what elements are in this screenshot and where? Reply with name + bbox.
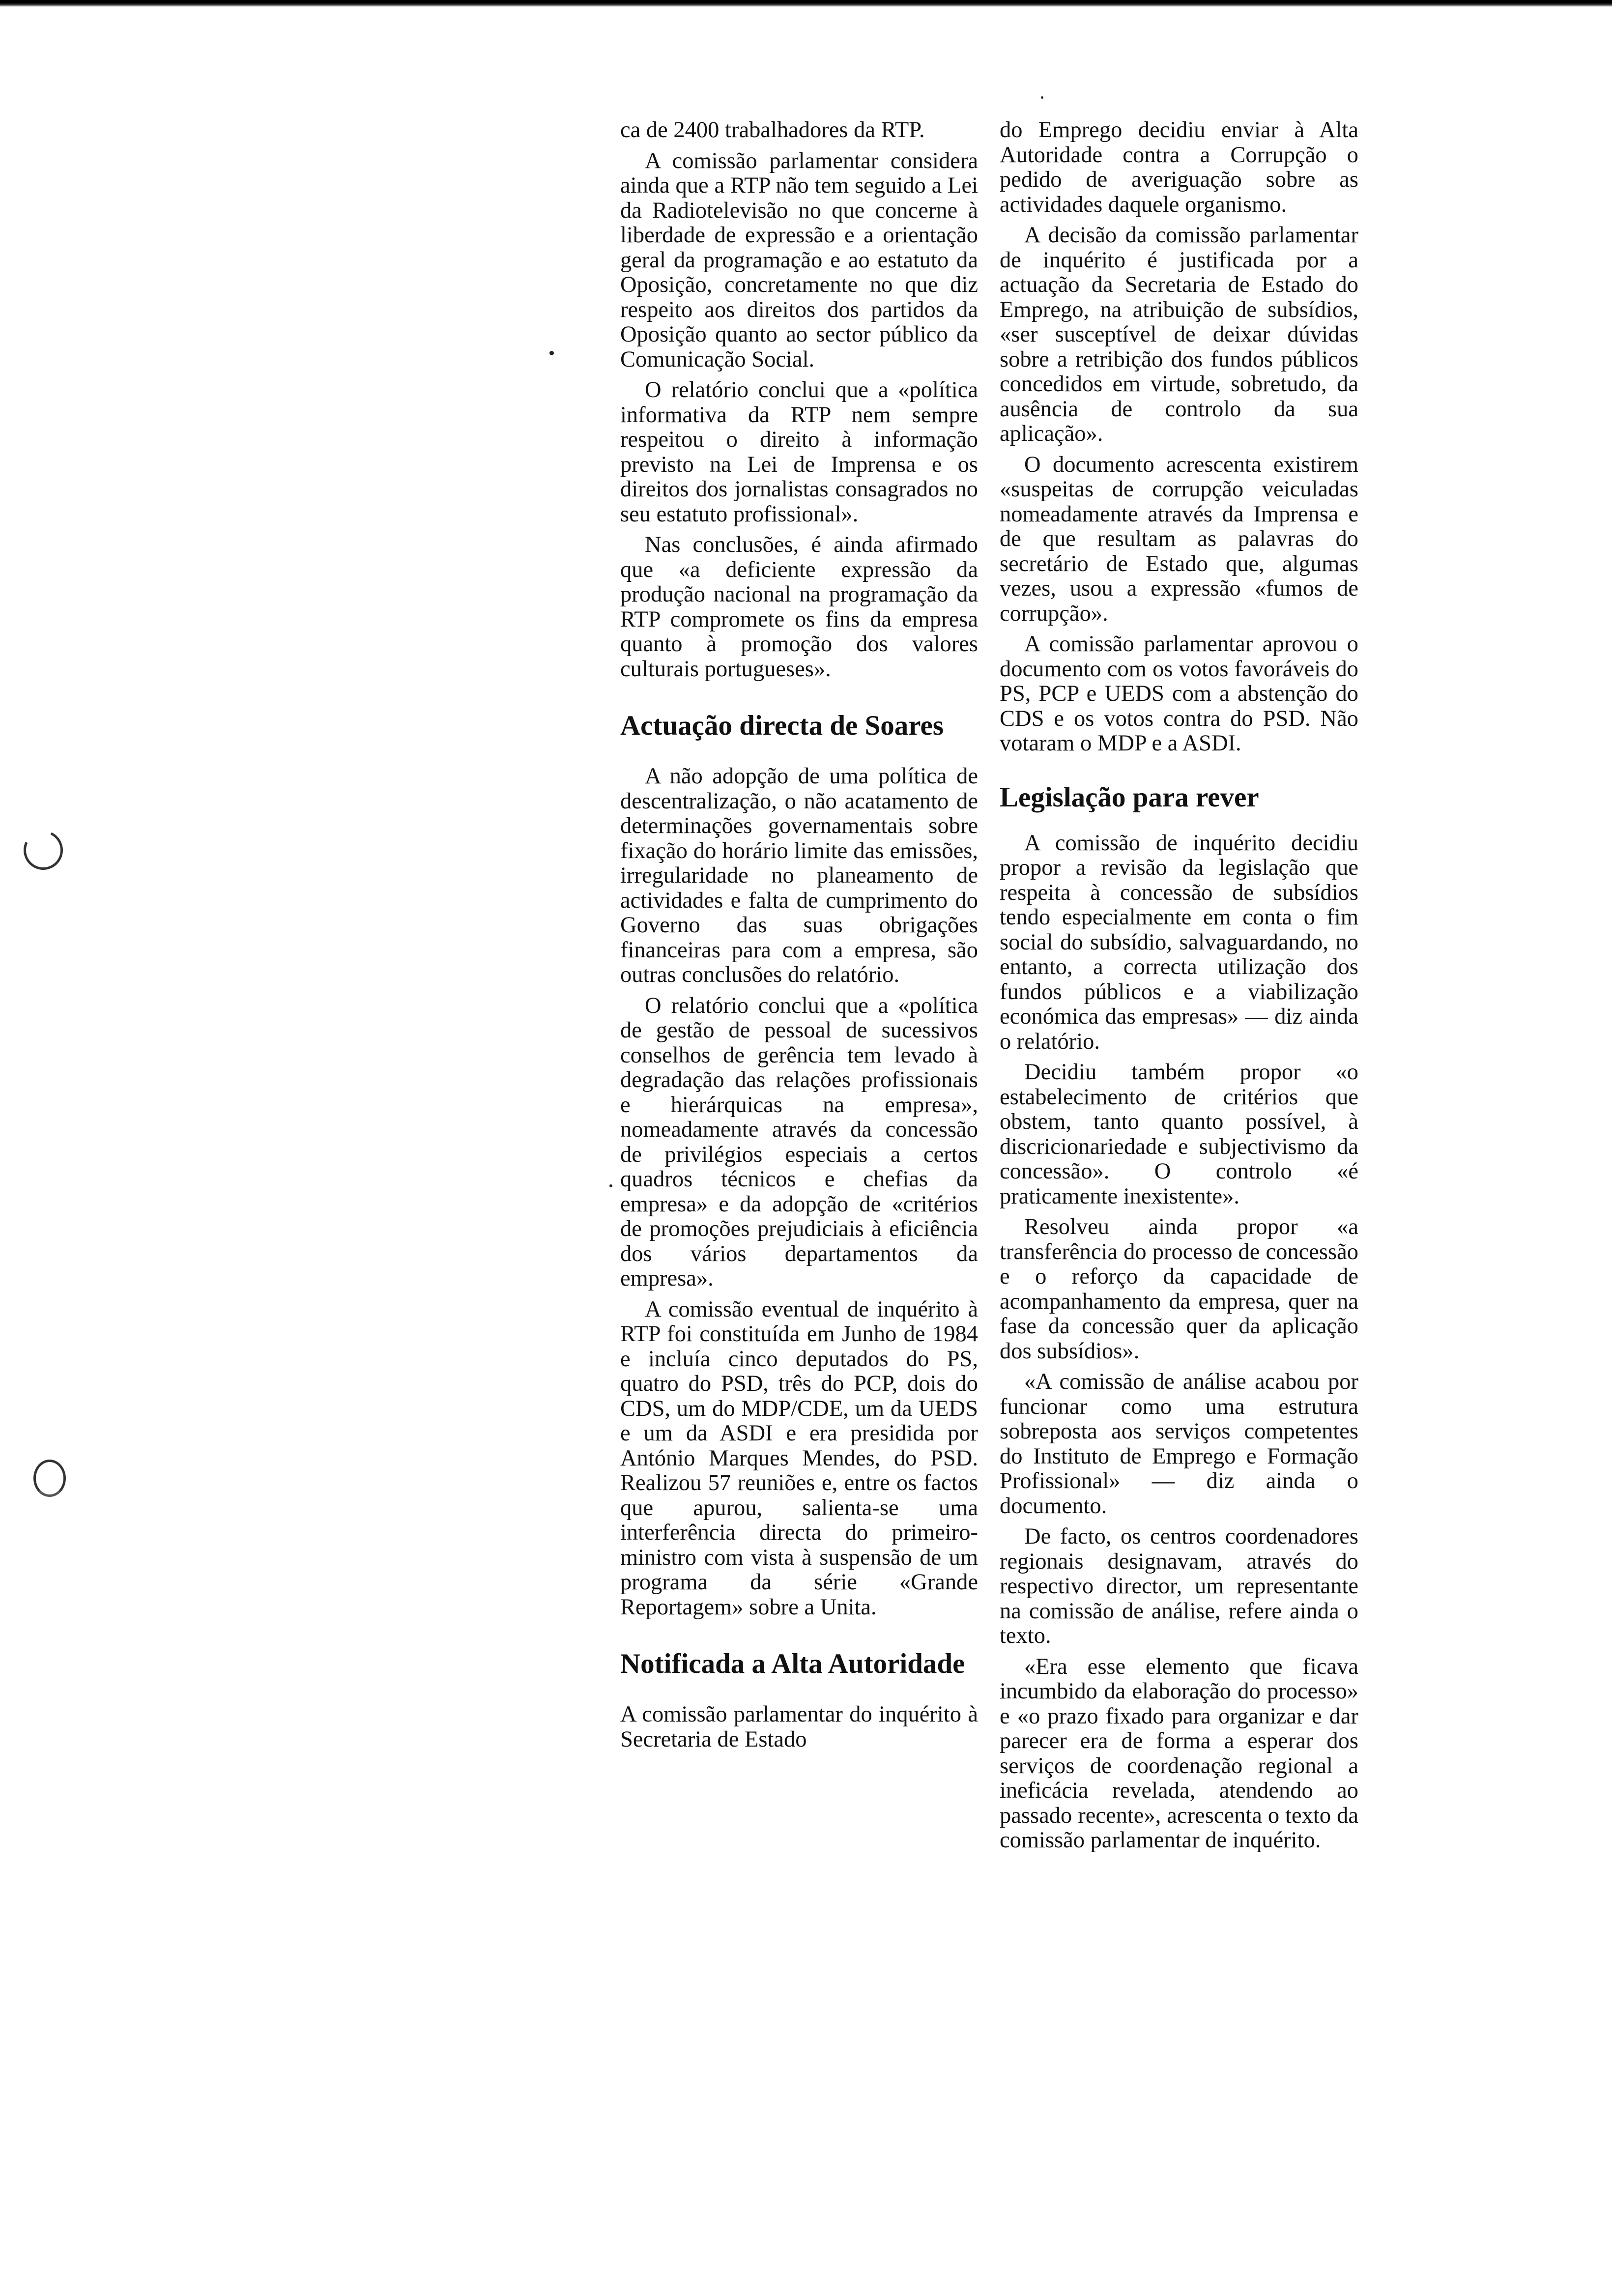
right-paragraph: «Era esse elemento que ficava incumbido da elaboração do processo» e «o prazo fixado para organizar e dar parecer era de forma a esperar dos serviços de coordenação regional a ineficácia revelada, atendendo ao passado recente», acrescenta o texto da comissão parlamentar de inquérito. (1000, 1654, 1358, 1853)
left-paragraph: A não adopção de uma política de descentralização, o não acatamento de determinações governamentais sobre fixação do horário limite das emissões, irregularidade no planeamento de actividades e falta de cumprimento do Governo das suas obrigações financeiras para com a empresa, são outras conclusões do relatório. (620, 764, 978, 987)
right-paragraph: De facto, os centros coordenadores regionais designavam, através do respectivo director, um representante na comissão de análise, refere ainda o texto. (1000, 1524, 1358, 1648)
right-paragraph: Decidiu também propor «o estabelecimento de critérios que obstem, tanto quanto possível, à discricionariedade e subjectivismo da concessão». O controlo «é praticamente inexistente». (1000, 1060, 1358, 1209)
scan-speck (609, 1184, 612, 1187)
subheading-actuacao-directa: Actuação directa de Soares (620, 710, 944, 741)
right-paragraph: do Emprego decidiu enviar à Alta Autoridade contra a Corrupção o pedido de averiguação sobre as actividades daquele organismo. (1000, 117, 1358, 217)
left-paragraph: O relatório conclui que a «política de gestão de pessoal de sucessivos conselhos de gerência tem levado à degradação das relações profissionais e hierárquicas na empresa», nomeadamente através da concessão de privilégios especiais a certos quadros técnicos e chefias da empresa» e da adopção de «critérios de promoções prejudiciais à eficiência dos vários departamentos da empresa». (620, 993, 978, 1291)
left-article-column (620, 118, 978, 1758)
left-paragraph: A comissão eventual de inquérito à RTP foi constituída em Junho de 1984 e incluía cinco deputados do PS, quatro do PSD, três do PCP, dois do CDS, um do MDP/CDE, um da UEDS e um da ASDI e era presidida por António Marques Mendes, do PSD. Realizou 57 reuniões e, entre os factos que apurou, salienta-se uma interferência directa do primeiro-ministro com vista à suspensão de um programa da série «Grande Reportagem» sobre a Unita. (620, 1296, 978, 1620)
right-paragraph: O documento acrescenta existirem «suspeitas de corrupção veiculadas nomeadamente através da Imprensa e de que resultam as palavras do secretário de Estado que, algumas vezes, usou a expressão «fumos de corrupção». (1000, 452, 1358, 626)
binder-hole-mark-upper (18, 825, 69, 876)
page-top-rule (0, 0, 1612, 7)
right-paragraph: A comissão parlamentar aprovou o documento com os votos favoráveis do PS, PCP e UEDS com a abstenção do CDS e os votos contra do PSD. Não votaram o MDP e a ASDI. (1000, 631, 1358, 756)
scan-speck (1041, 96, 1043, 99)
subheading-notificada-alta-autoridade: Notificada a Alta Autoridade (620, 1648, 965, 1679)
left-paragraph: A comissão parlamentar considera ainda que a RTP não tem seguido a Lei da Radiotelevisão no que concerne à liberdade de expressão e a orientação geral da programação e ao estatuto da Oposição, concretamente no que diz respeito aos direitos dos partidos da Oposição quanto ao sector público da Comunicação Social. (620, 148, 978, 372)
right-paragraph: A decisão da comissão parlamentar de inquérito é justificada por a actuação da Secretaria de Estado do Emprego, na atribuição de subsídios, «ser susceptível de deixar dúvidas sobre a retribição dos fundos públicos concedidos em virtude, sobretudo, da ausência de controlo da sua aplicação». (1000, 223, 1358, 446)
right-paragraph: Resolveu ainda propor «a transferência do processo de concessão e o reforço da capacidade de acompanhamento da empresa, quer na fase da concessão quer da aplicação dos subsídios». (1000, 1214, 1358, 1364)
left-paragraph: Nas conclusões, é ainda afirmado que «a deficiente expressão da produção nacional na programação da RTP compromete os fins da empresa quanto à promoção dos valores culturais portugueses». (620, 532, 978, 682)
right-paragraph: A comissão de inquérito decidiu propor a revisão da legislação que respeita à concessão de subsídios tendo especialmente em conta o fim social do subsídio, salvaguardando, no entanto, a correcta utilização dos fundos públicos e a viabilização económica das empresas» — diz ainda o relatório. (1000, 830, 1358, 1054)
left-paragraph: A comissão parlamentar do inquérito à Secretaria de Estado (620, 1702, 978, 1752)
scan-speck (549, 351, 554, 355)
left-paragraph: O relatório conclui que a «política informativa da RTP nem sempre respeitou o direito à informação previsto na Lei de Imprensa e os direitos dos jornalistas consagrados no seu estatuto profissional». (620, 377, 978, 527)
right-article-column (1000, 118, 1358, 1859)
binder-hole-mark-lower (33, 1460, 66, 1497)
right-paragraph: «A comissão de análise acabou por funcionar como uma estrutura sobreposta aos serviços competentes do Instituto de Emprego e Formação Profissional» — diz ainda o documento. (1000, 1369, 1358, 1519)
left-paragraph: ca de 2400 trabalhadores da RTP. (620, 117, 925, 143)
subheading-legislacao-para-rever: Legislação para rever (1000, 781, 1259, 813)
